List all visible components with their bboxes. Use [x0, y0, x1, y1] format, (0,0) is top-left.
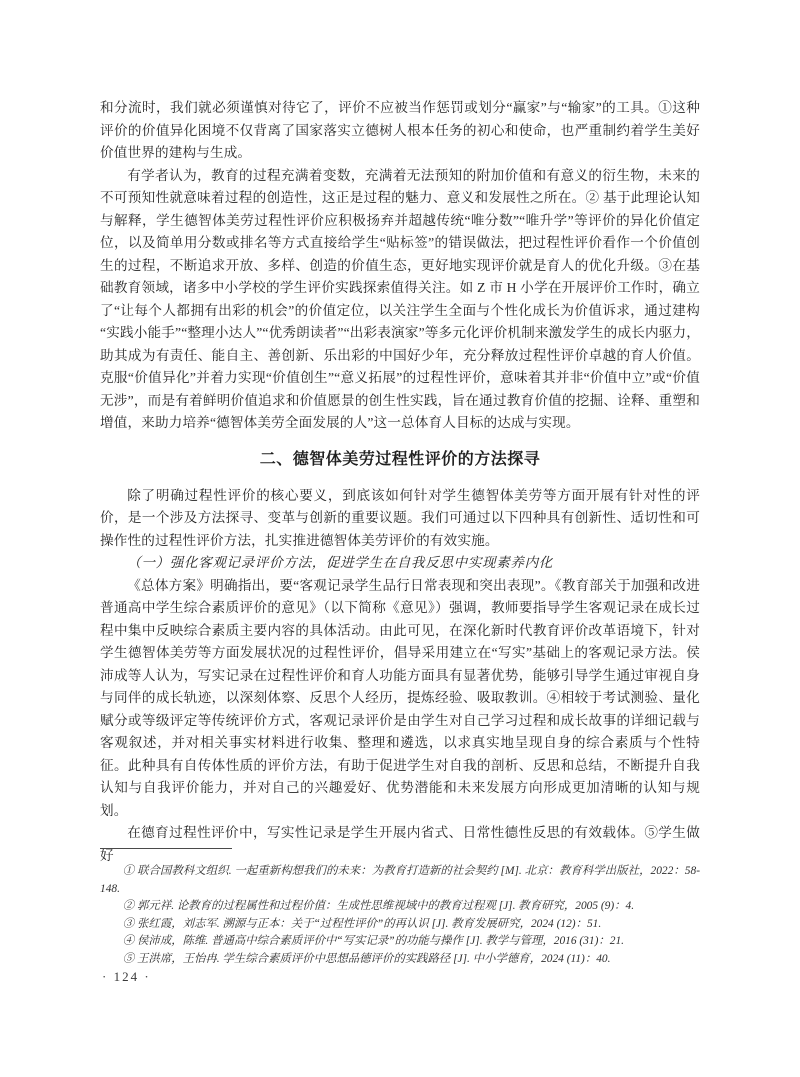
section-heading: 二、德智体美劳过程性评价的方法探寻 — [259, 450, 541, 468]
footnote-4: ④ 侯沛成，陈维. 普通高中综合素质评价中“写实记录”的功能与操作 [J]. 教学与管理，2016 (31)：21. — [122, 935, 624, 948]
body-paragraph: 在德育过程性评价中，写实性记录是学生开展内省式、日常性德性反思的有效载体。⑤学生做好 — [100, 825, 700, 863]
footnote-5: ⑤ 王洪席，王怡冉. 学生综合素质评价中思想品德评价的实践路径 [J]. 中小学德育，2024 (11)：40. — [122, 952, 611, 965]
body-paragraph: 《总体方案》明确指出，要“客观记录学生品行日常表现和突出表现”。《教育部关于加强和改进普通高中学生综合素质评价的意见》（以下简称《意见》）强调，教师要指导学生客观记录在成长过程中集中反映综合素质主要内容的具体活动。由此可见，在深化新时代教育评价改革语境下，针对学生德智体美劳等方面发展状况的过程性评价，倡导采用建立在“写实”基础上的客观记录方法。侯沛成等人认为，写实记录在过程性评价和育人功能方面具有显著优势，能够引导学生通过审视自身与同伴的成长轨迹，以深刻体察、反思个人经历，提炼经验、吸取教训。④相较于考试测验、量化赋分或等级评定等传统评价方式，客观记录评价是由学生对自己学习过程和成长故事的详细记载与客观叙述，并对相关事实材料进行收集、整理和遴选，以求真实地呈现自身的综合素质与个性特征。此种具有自传体性质的评价方法，有助于促进学生对自我的剖析、反思和总结，不断提升自我认知与自我评价能力，并对自己的兴趣爱好、优势潜能和未来发展方向形成更加清晰的认知与规划。 — [100, 577, 700, 818]
subsection-heading: （一）强化客观记录评价方法，促进学生在自我反思中实现素养内化 — [127, 555, 553, 570]
footnote-area — [100, 848, 700, 969]
body-paragraph-continued: 和分流时，我们就必须谨慎对待它了，评价不应被当作惩罚或划分“赢家”与“输家”的工具。①这种评价的价值异化困境不仅背离了国家落实立德树人根本任务的初心和使命，也严重制约着学生美好价值世界的建构与生成。 — [100, 100, 700, 160]
body-paragraph: 有学者认为，教育的过程充满着变数，充满着无法预知的附加价值和有意义的衍生物，未来的不可预知性就意味着过程的创造性，这正是过程的魅力、意义和发展性之所在。② 基于此理论认知与解释，学生德智体美劳过程性评价应积极扬弃并超越传统“唯分数”“唯升学”等评价的异化价值定位，以及简单用分数或排名等方式直接给学生“贴标签”的错误做法，把过程性评价看作一个价值创生的过程，不断追求开放、多样、创造的价值生态，更好地实现评价就是育人的优化升级。③在基础教育领域，诸多中小学校的学生评价实践探索值得关注。如 Z 市 H 小学在开展评价工作时，确立了“让每个人都拥有出彩的机会”的价值定位，以关注学生全面与个性化成长为价值诉求，通过建构“实践小能手”“整理小达人”“优秀朗读者”“出彩表演家”等多元化评价机制来激发学生的成长内驱力，助其成为有责任、能自主、善创新、乐出彩的中国好少年，充分释放过程性评价卓越的育人价值。克服“价值异化”并着力实现“价值创生”“意义拓展”的过程性评价，意味着其并非“价值中立”或“价值无涉”，而是有着鲜明价值追求和价值愿景的创生性实践，旨在通过教育价值的挖掘、诠释、重塑和增值，来助力培养“德智体美劳全面发展的人”这一总体育人目标的达成与实现。 — [100, 167, 700, 430]
footnote-1: ① 联合国教科文组织. 一起重新构想我们的未来：为教育打造新的社会契约 [M]. 北京：教育科学出版社，2022：58-148. — [100, 865, 700, 895]
footnote-2: ② 郭元祥. 论教育的过程属性和过程价值：生成性思维视域中的教育过程观 [J]. 教育研究，2005 (9)：4. — [122, 900, 635, 913]
footnote-3: ③ 张红霞，刘志军. 溯源与正本：关于“过程性评价”的再认识 [J]. 教育发展研究，2024 (12)：51. — [122, 917, 602, 930]
article-body — [100, 97, 700, 867]
footnote-separator — [100, 848, 232, 849]
body-paragraph: 除了明确过程性评价的核心要义，到底该如何针对学生德智体美劳等方面开展有针对性的评价，是一个涉及方法探寻、变革与创新的重要议题。我们可通过以下四种具有创新性、适切性和可操作性的过程性评价方法，扎实推进德智体美劳评价的有效实施。 — [100, 487, 700, 548]
page-number: · 124 · — [102, 969, 151, 984]
